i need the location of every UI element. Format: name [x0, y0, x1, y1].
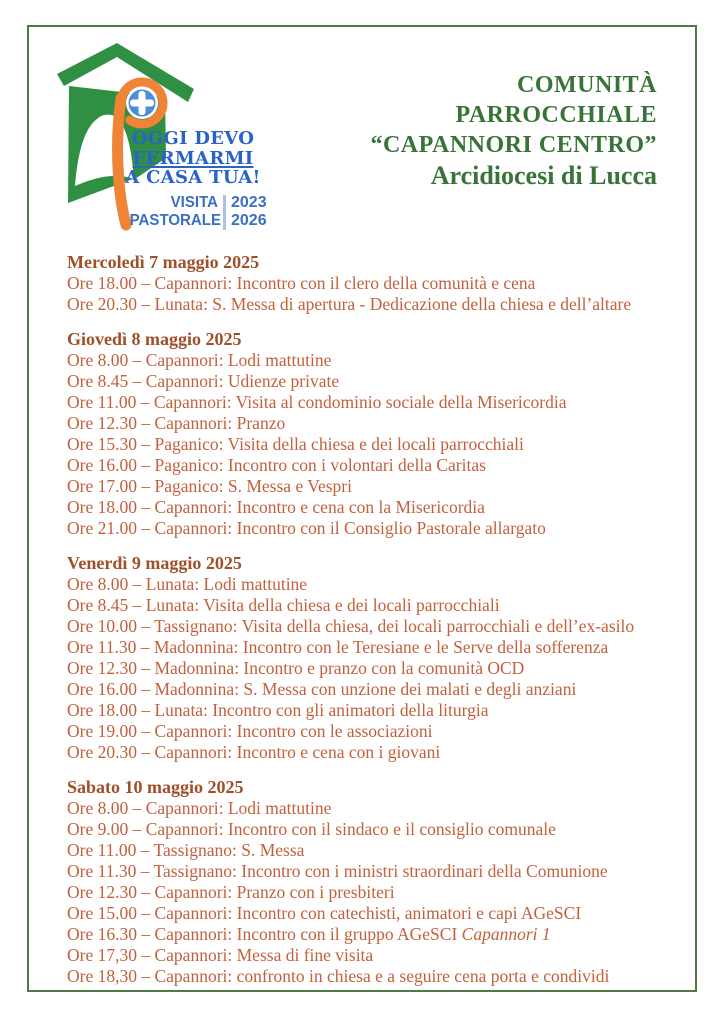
- event-line: Ore 8.00 – Capannori: Lodi mattutine: [67, 350, 332, 370]
- event-line: Ore 9.00 – Capannori: Incontro con il sindaco e il consiglio comunale: [67, 819, 556, 839]
- event-line: Ore 11.00 – Tassignano: S. Messa: [67, 840, 305, 860]
- event-line: Ore 8.00 – Lunata: Lodi mattutine: [67, 574, 308, 594]
- event-line: Ore 18.00 – Capannori: Incontro con il clero della comunità e cena: [67, 273, 536, 293]
- year-end: 2026: [231, 212, 267, 229]
- parish-title-line-2: PARROCCHIALE: [455, 102, 657, 128]
- event-line: Ore 12.30 – Capannori: Pranzo: [67, 413, 286, 433]
- event-line: Ore 12.30 – Madonnina: Incontro e pranzo con la comunità OCD: [67, 658, 525, 678]
- event-line: Ore 11.00 – Capannori: Visita al condominio sociale della Misericordia: [67, 392, 567, 412]
- event-line: Ore 10.00 – Tassignano: Visita della chiesa, dei locali parrocchiali e dell’ex-asilo: [67, 616, 635, 636]
- parish-title-line-1: COMUNITÀ: [517, 72, 657, 98]
- event-line: Ore 11.30 – Madonnina: Incontro con le Teresiane e le Serve della sofferenza: [67, 637, 609, 657]
- day-title: Venerdì 9 maggio 2025: [67, 553, 242, 573]
- pastorale-word: PASTORALE: [129, 212, 222, 229]
- visita-word: VISITA: [170, 194, 218, 211]
- slogan-line-3: A CASA TUA!: [125, 167, 261, 188]
- event-line: Ore 15.30 – Paganico: Visita della chiesa e dei locali parrocchiali: [67, 434, 524, 454]
- event-line: Ore 15.00 – Capannori: Incontro con catechisti, animatori e capi AGeSCI: [67, 903, 582, 923]
- day-block: [67, 553, 685, 763]
- slogan-line-1: OGGI DEVO: [131, 128, 255, 149]
- event-line: Ore 20.30 – Lunata: S. Messa di apertura - Dedicazione della chiesa e dell’altare: [67, 294, 632, 314]
- visita-pastorale-label: [129, 194, 222, 230]
- day-block: [67, 329, 685, 539]
- event-line: Ore 18.00 – Capannori: Incontro e cena con la Misericordia: [67, 497, 485, 517]
- slogan-line-2: FERMARMI: [132, 147, 254, 169]
- event-line: Ore 20.30 – Capannori: Incontro e cena con i giovani: [67, 742, 441, 762]
- event-line: Ore 12.30 – Capannori: Pranzo con i presbiteri: [67, 882, 395, 902]
- parish-title-block: [370, 70, 657, 192]
- event-line: Ore 8.45 – Lunata: Visita della chiesa e dei locali parrocchiali: [67, 595, 500, 615]
- event-line: Ore 16.00 – Paganico: Incontro con i volontari della Caritas: [67, 455, 486, 475]
- event-line: Ore 21.00 – Capannori: Incontro con il Consiglio Pastorale allargato: [67, 518, 546, 538]
- event-line: Ore 8.45 – Capannori: Udienze private: [67, 371, 340, 391]
- visita-years-divider: [223, 195, 226, 230]
- event-line: Ore 19.00 – Capannori: Incontro con le associazioni: [67, 721, 433, 741]
- event-line: Ore 16.00 – Madonnina: S. Messa con unzione dei malati e degli anziani: [67, 679, 577, 699]
- day-block: [67, 252, 685, 315]
- year-start: 2023: [231, 194, 267, 211]
- visita-years: [231, 194, 267, 230]
- archdiocese-subtitle: Arcidiocesi di Lucca: [430, 161, 657, 190]
- event-line: Ore 17.00 – Paganico: S. Messa e Vespri: [67, 476, 352, 496]
- parish-title-line-3: “CAPANNORI CENTRO”: [370, 132, 657, 158]
- event-line: Ore 18,30 – Capannori: confronto in chiesa e a seguire cena porta e condividi: [67, 966, 610, 986]
- event-line: Ore 8.00 – Capannori: Lodi mattutine: [67, 798, 332, 818]
- event-line: Ore 11.30 – Tassignano: Incontro con i ministri straordinari della Comunione: [67, 861, 608, 881]
- event-line: Ore 17,30 – Capannori: Messa di fine visita: [67, 945, 374, 965]
- logo-slogan: [124, 129, 262, 188]
- schedule-list: [67, 252, 685, 1001]
- day-block: [67, 777, 685, 987]
- event-line: Ore 16.30 – Capannori: Incontro con il gruppo AGeSCI Capannori 1: [67, 924, 551, 944]
- event-line: Ore 18.00 – Lunata: Incontro con gli animatori della liturgia: [67, 700, 489, 720]
- day-title: Giovedì 8 maggio 2025: [67, 329, 242, 349]
- day-title: Sabato 10 maggio 2025: [67, 777, 244, 797]
- event-line-italic-part: Capannori 1: [461, 924, 551, 944]
- day-title: Mercoledì 7 maggio 2025: [67, 252, 260, 272]
- visita-pastorale-badge: [124, 194, 267, 230]
